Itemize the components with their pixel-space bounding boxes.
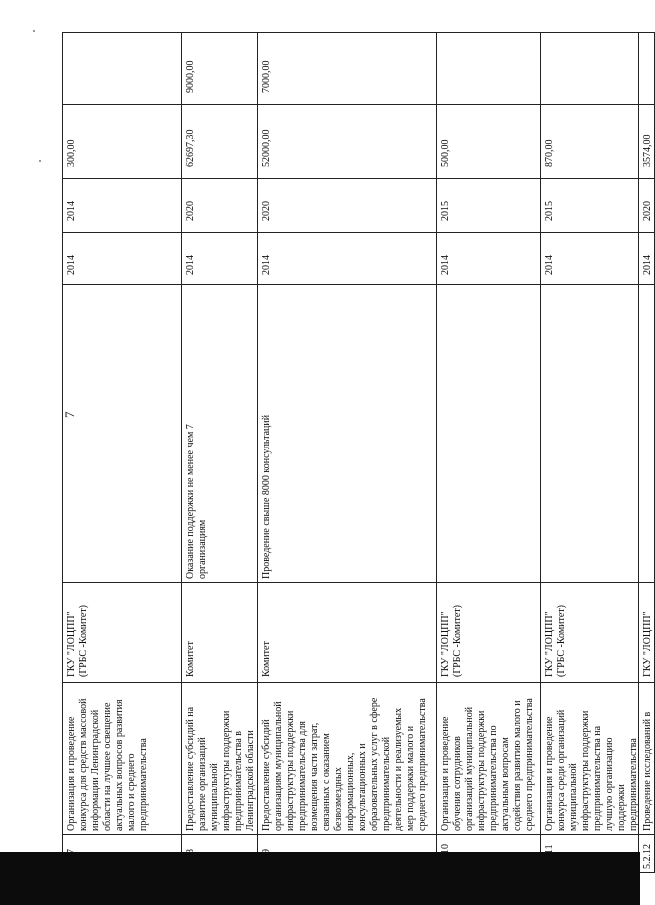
cell-funding-extra: 7000,00 [261, 60, 272, 93]
scan-speck [33, 30, 35, 32]
cell-executor: ГКУ "ЛОЦПП" (ГРБС -Комитет) [544, 604, 567, 677]
column-rule [62, 834, 655, 835]
cell-funding-total: 500,00 [440, 139, 451, 167]
cell-number: 5.2.12 [642, 844, 653, 869]
table-row [62, 33, 181, 873]
cell-activity-name: Проведение исследований в [642, 711, 653, 831]
column-rule [62, 104, 655, 105]
table-row [436, 33, 540, 873]
scan-border-band [0, 852, 640, 905]
cell-year-start: 2014 [66, 255, 77, 275]
column-rule [62, 232, 655, 233]
table-row [257, 33, 436, 873]
cell-year-end: 2020 [185, 201, 196, 221]
cell-funding-total: 3574,00 [642, 134, 653, 167]
column-rule [62, 178, 655, 179]
cell-year-start: 2014 [261, 255, 272, 275]
cell-year-end: 2014 [66, 201, 77, 221]
page-number: 7 [62, 411, 77, 418]
cell-year-end: 2020 [642, 201, 653, 221]
program-table [62, 33, 655, 873]
table-row [181, 33, 257, 873]
cell-activity-name: Организация и проведение конкурса среди организаций муниципальной инфраструктуры поддержки предпринимательства на лучшую организацию поддержки предпринимательства [544, 709, 639, 831]
cell-year-start: 2014 [440, 255, 451, 275]
cell-funding-extra: 9000,00 [185, 60, 196, 93]
cell-funding-total: 300,00 [66, 139, 77, 167]
cell-year-end: 2015 [544, 201, 555, 221]
cell-year-start: 2014 [544, 255, 555, 275]
cell-executor: ГКУ "ЛОЦПП" [642, 611, 653, 677]
cell-activity-name: Предоставление субсидий организациям муниципальной инфраструктуры поддержки предпринимательства для возмещения части затрат, связанных с оказанием безвозмездных информационных, консультационных и образовательных услуг в сфере предпринимательской деятельности и реализуемых мер поддержки малого и среднего предпринимательства [261, 697, 428, 831]
column-rule [62, 284, 655, 285]
cell-executor: Комитет [185, 641, 196, 677]
table-row [638, 33, 655, 873]
column-rule [62, 682, 655, 683]
cell-funding-total: 62697,30 [185, 129, 196, 167]
cell-funding-total: 52000,00 [261, 129, 272, 167]
scan-speck [39, 160, 41, 162]
cell-activity-name: Организация и проведение конкурса для средств массовой информации Ленинградской области на лучшее освещение актуальных вопросов развития малого и среднего предпринимательства [66, 698, 149, 831]
cell-year-start: 2014 [642, 255, 653, 275]
table-row [540, 33, 638, 873]
cell-funding-total: 870,00 [544, 139, 555, 167]
cell-activity-name: Предоставление субсидий на развитие организаций муниципальной инфраструктуры поддержки предпринимательства в Ленинградской области [185, 706, 256, 831]
cell-year-end: 2015 [440, 201, 451, 221]
cell-year-start: 2014 [185, 255, 196, 275]
cell-executor: ГКУ "ЛОЦПП" (ГРБС -Комитет) [440, 604, 463, 677]
cell-expected-result: Оказание поддержки не менее чем 7 организациям [185, 424, 208, 579]
cell-executor: Комитет [261, 641, 272, 677]
cell-expected-result: Проведение свыше 8000 консультаций [261, 414, 272, 579]
column-rule [62, 32, 655, 33]
cell-executor: ГКУ "ЛОЦПП" (ГРБС -Комитет) [66, 604, 89, 677]
cell-year-end: 2020 [261, 201, 272, 221]
cell-activity-name: Организация и проведение обучения сотрудников организаций муниципальной инфраструктуры поддержки предпринимательства по актуальным вопросам содействия развитию малого и среднего предпринимательства [440, 698, 535, 831]
column-rule [62, 582, 655, 583]
